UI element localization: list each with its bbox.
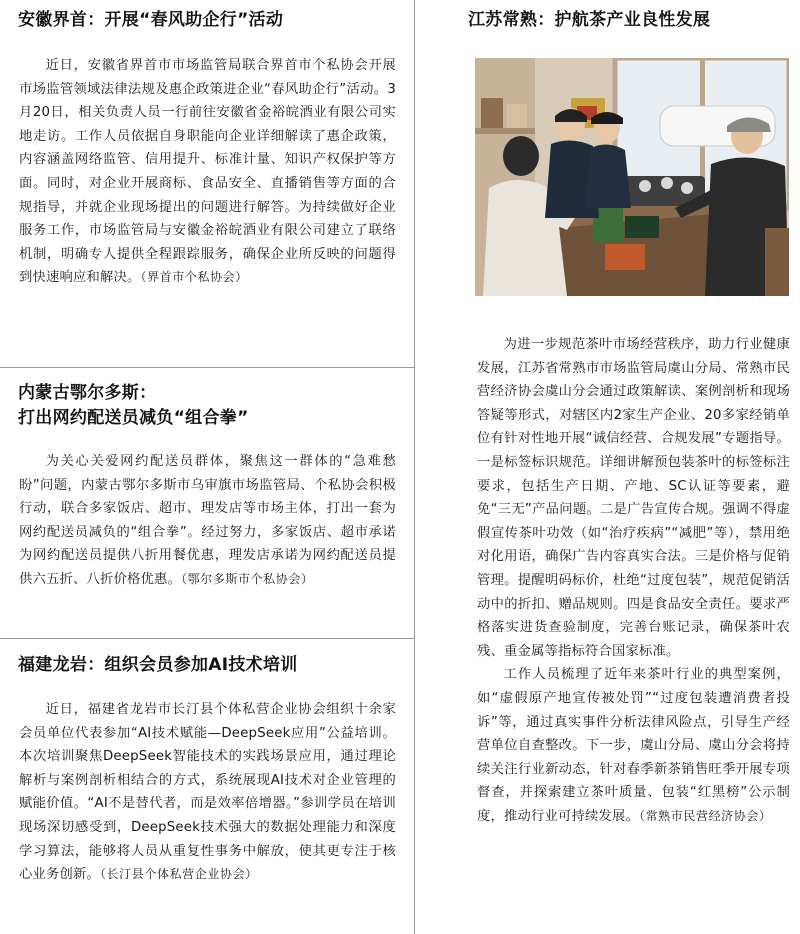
article-title-line: 内蒙古鄂尔多斯：	[18, 383, 157, 403]
paragraph-text: 近日，福建省龙岩市长汀县个体私营企业协会组织十余家会员单位代表参加“AI技术赋能—DeepSeek应用”公益培训。本次培训聚焦DeepSeek智能技术的实践场景应用，通过理论解析与案例剖析相结合的方式，系统展现AI技术对企业管理的赋能价值。“AI不是替代者，而是效率倍增器。”参训学员在培训现场深切感受到，DeepSeek技术强大的数据处理能力和深度学习算法，能够将人员从重复性事务中解放，使其更专注于核心业务创新。	[19, 702, 396, 883]
paragraph-text: 工作人员梳理了近年来茶叶行业的典型案例，如“虚假原产地宣传被处罚”“过度包装遭消费者投诉”等，通过真实事件分析法律风险点，引导生产经营单位自查整改。下一步，虞山分局、虞山分会将持续关注行业新动态，针对春季新茶销售旺季开展专项督查，并探索建立茶叶质量、包装“红黑榜”公示制度，推动行业可持续发展。	[477, 667, 790, 824]
article-paragraph: 为进一步规范茶叶市场经营秩序，助力行业健康发展，江苏省常熟市市场监管局虞山分局、常熟市民营经济协会虞山分会通过政策解读、案例剖析和现场答疑等形式，对辖区内2家生产企业、20多家经销单位有针对性地开展“诚信经营、合规发展”专题指导。一是标签标识规范。详细讲解预包装茶叶的标签标注要求，包括生产日期、产地、SC认证等要素，避免“三无”产品问题。二是广告宣传合规。强调不得虚假宣传茶叶功效（如“治疗疾病”“减肥”等），禁用绝对化用语，确保广告内容真实合法。三是价格与促销管理。提醒明码标价，杜绝“过度包装”，规范促销活动中的折扣、赠品规则。四是食品安全责任。要求严格落实进货查验制度，完善台账记录，确保茶叶农残、重金属等指标符合国家标准。	[477, 337, 790, 659]
article-source: （界首市个私协会）	[140, 270, 248, 285]
paragraph-text: 近日，安徽省界首市市场监管局联合界首市个私协会开展市场监管领域法律法规及惠企政策进企业“春风助企行”活动。3月20日，相关负责人员一行前往安徽省金裕皖酒业有限公司实地走访。工作人员依据自身职能向企业详细解读了惠企政策，内容涵盖网络监管、信用提升、标准计量、知识产权保护等方面。同时，对企业开展商标、食品安全、直播销售等方面的合规指导，并就企业现场提出的问题进行解答。为持续做好企业服务工作，市场监管局与安徽金裕皖酒业有限公司建立了联络机制，明确专人提供全程跟踪服务，确保企业所反映的问题得到快速响应和解决。	[19, 58, 396, 286]
article-paragraph	[477, 663, 790, 828]
article-paragraph	[19, 698, 396, 887]
article-neimenggu	[18, 381, 396, 592]
article-source: （长汀县个体私营企业协会）	[99, 867, 258, 882]
article-source: （鄂尔多斯市个私协会）	[180, 571, 314, 586]
paragraph-text: 为关心关爱网约配送员群体，聚焦这一群体的“急难愁盼”问题，内蒙古鄂尔多斯市乌审旗市场监管局、个私协会积极行动，联合多家饭店、超市、理发店等市场主体，打出一套为网约配送员减负的“组合拳”。经过努力，多家饭店、超市承诺为网约配送员提供八折用餐优惠，理发店承诺为网约配送员提供六五折、八折价格优惠。	[19, 454, 396, 587]
section-divider	[0, 638, 414, 639]
article-title-line: 打出网约配送员减负“组合拳”	[18, 408, 249, 428]
section-divider	[0, 367, 414, 368]
column-divider	[414, 0, 415, 934]
article-title: 江苏常熟：护航茶产业良性发展	[468, 10, 711, 30]
article-jiangsu-body	[477, 333, 790, 828]
article-paragraph	[19, 54, 396, 290]
article-paragraph	[19, 450, 396, 592]
article-title	[18, 381, 396, 431]
article-source: （常熟市民营经济协会）	[638, 808, 772, 823]
article-title: 安徽界首：开展“春风助企行”活动	[18, 10, 284, 30]
article-jiangsu	[468, 8, 790, 33]
article-title: 福建龙岩：组织会员参加AI技术培训	[18, 655, 298, 675]
photo-illustration	[475, 58, 789, 296]
article-photo	[475, 58, 789, 296]
article-anhui	[18, 8, 396, 290]
article-fujian	[18, 653, 396, 887]
